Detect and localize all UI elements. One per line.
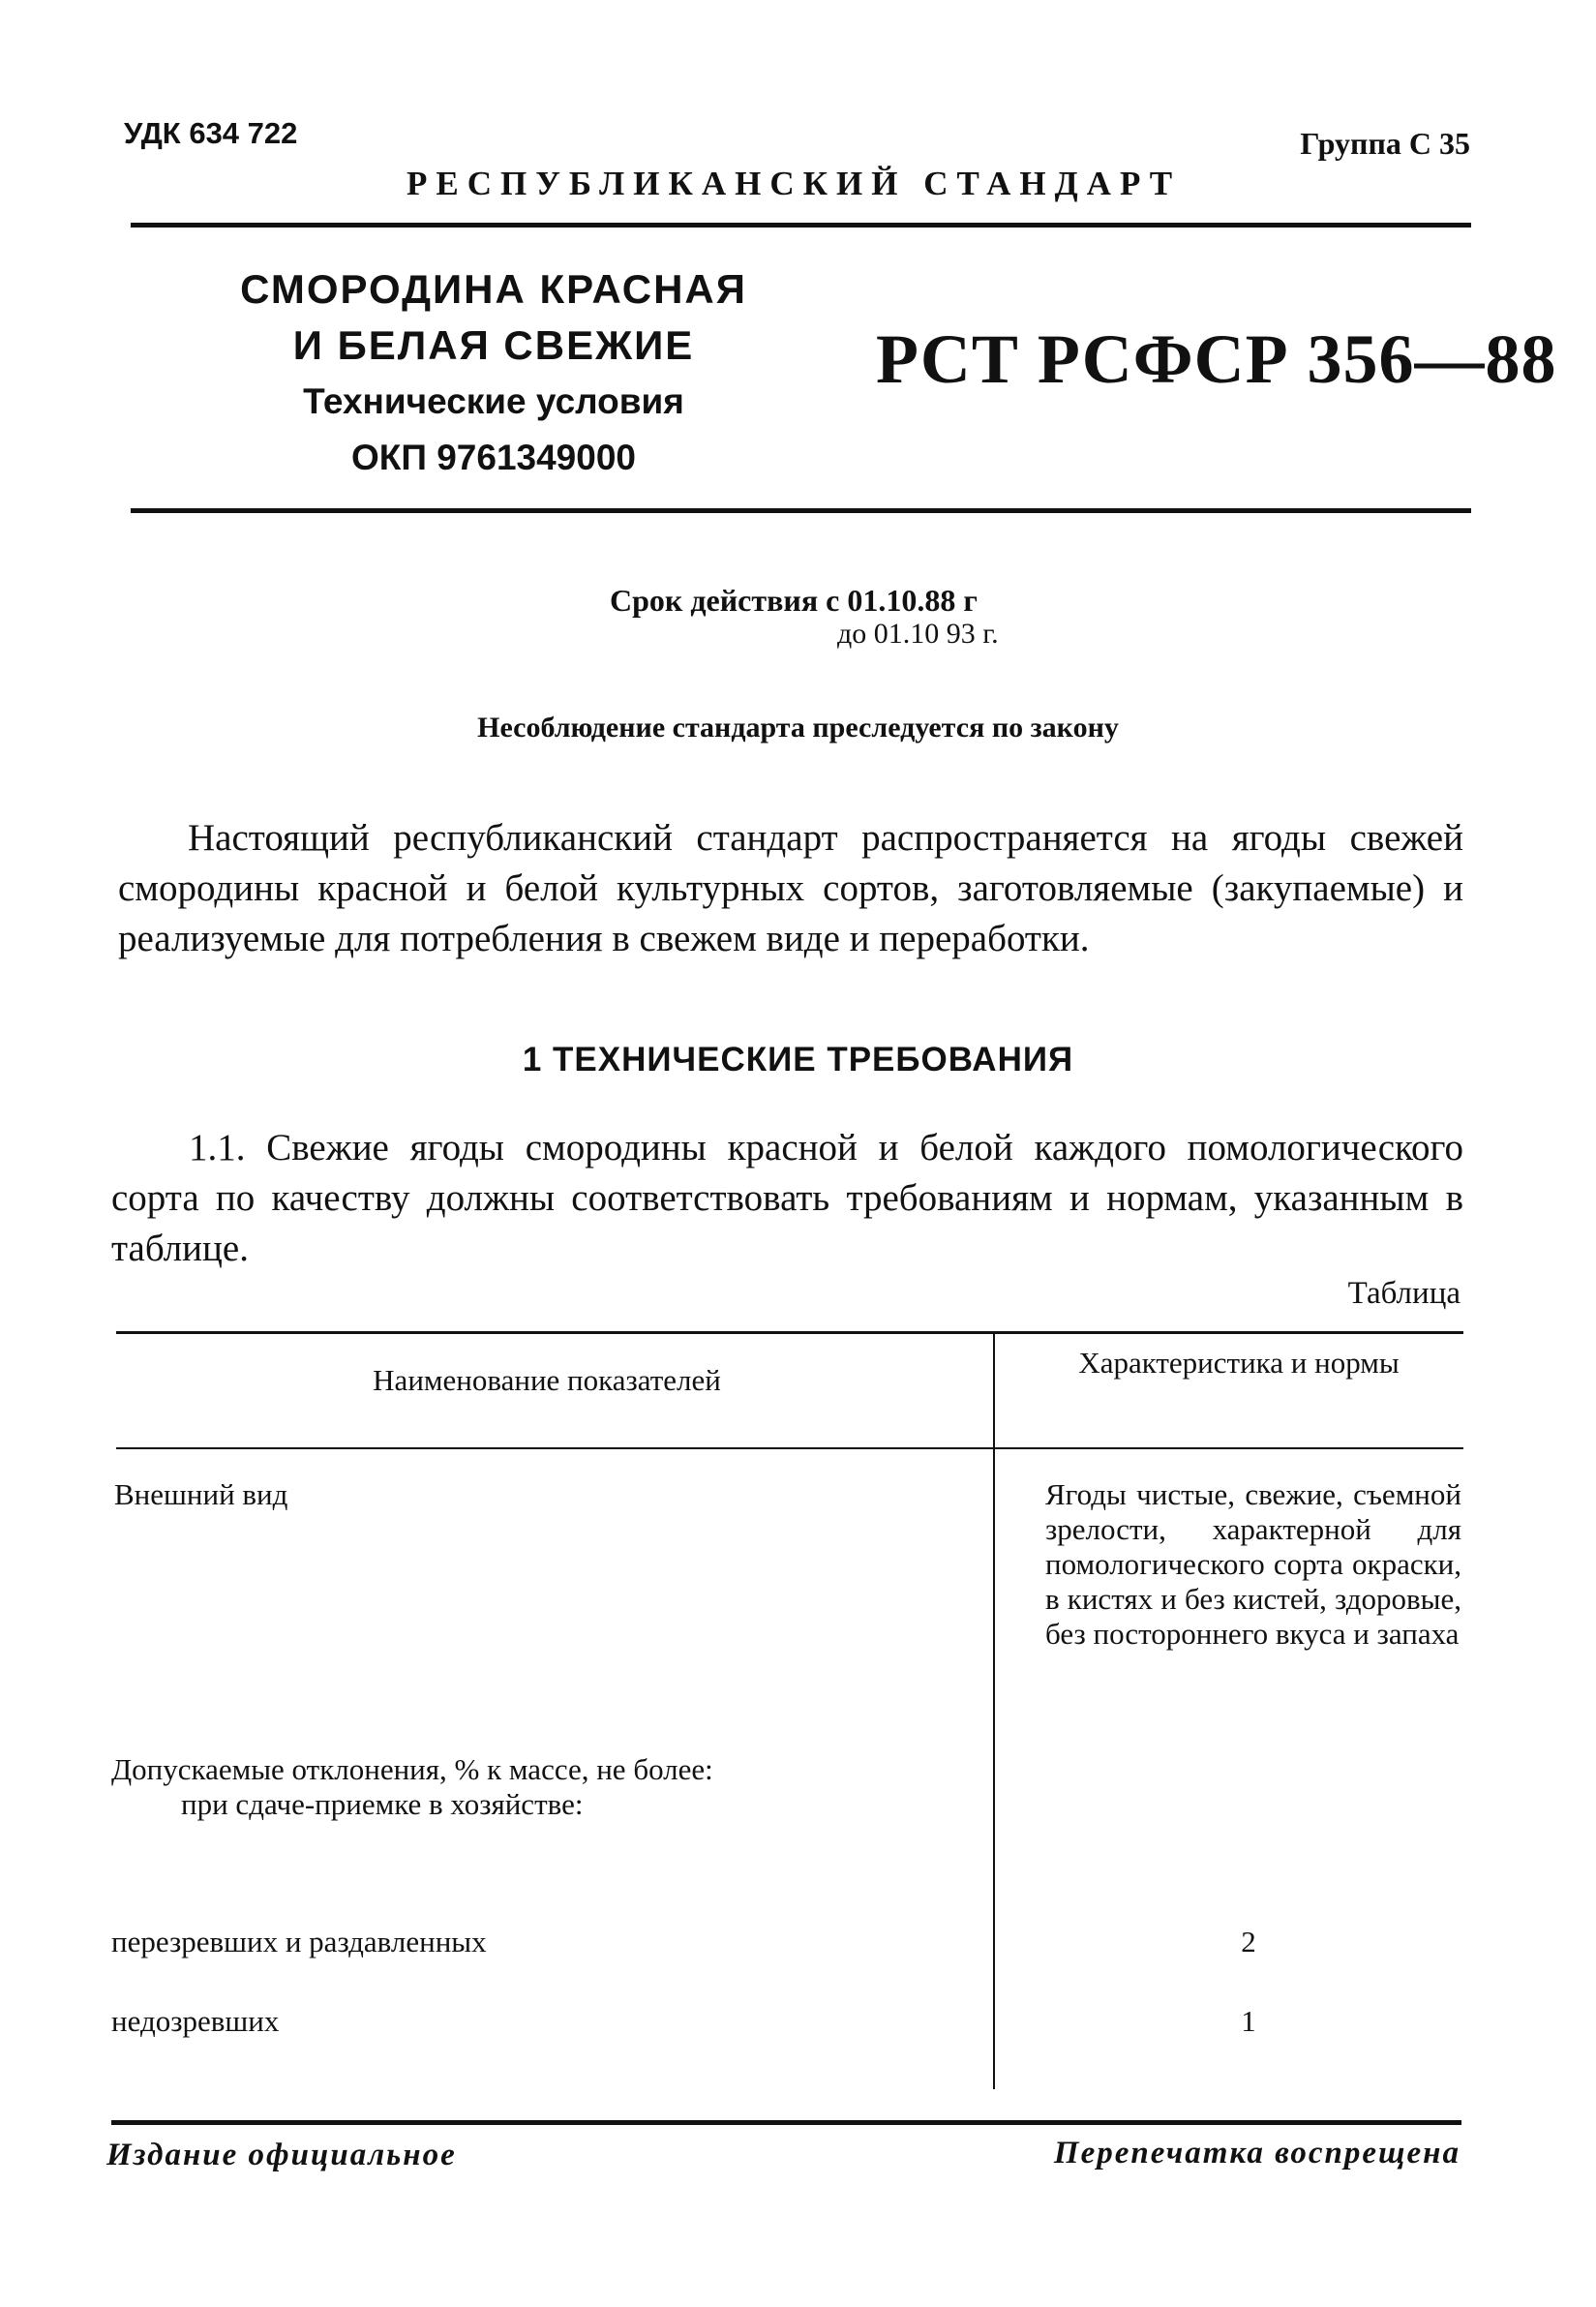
intro-text: Настоящий республиканский стандарт распространяется на ягоды свежей смородины красной и белой культурных сортов, заготовляемые (закупаемые) и реализуемые для потребления в свежем виде и переработки.: [118, 817, 1463, 959]
table-row-value: 2: [1241, 1925, 1256, 1958]
standard-code: РСТ РСФСР 356—88: [876, 320, 1557, 398]
top-rule: [131, 223, 1471, 228]
footer-rule: [111, 2120, 1461, 2125]
title-line-1: СМОРОДИНА КРАСНАЯ: [240, 266, 747, 312]
title-line-4: ОКП 9761349000: [350, 438, 636, 477]
table-column-divider: [993, 1334, 995, 2089]
footer-official-edition: Издание официальное: [106, 2138, 457, 2172]
validity-to: до 01.10 93 г.: [837, 618, 999, 650]
table-row-value: Ягоды чистые, свежие, съемной зрелости, характерной для помологического сорта окраски, в кистях и без кистей, здоровые, без постороннего вкуса и запаха: [1045, 1477, 1461, 1651]
standard-type: РЕСПУБЛИКАНСКИЙ СТАНДАРТ: [407, 165, 1182, 202]
udk-code: УДК 634 722: [124, 116, 298, 150]
table-label: Таблица: [1347, 1276, 1460, 1311]
table-row-value: 1: [1241, 2004, 1256, 2038]
validity-from: Срок действия с 01.10.88 г: [610, 583, 978, 618]
table-row-name-sub: при сдаче-приемке в хозяйстве:: [181, 1787, 584, 1821]
table-row-name: Внешний вид: [114, 1477, 288, 1511]
section-heading: 1 ТЕХНИЧЕСКИЕ ТРЕБОВАНИЯ: [522, 1041, 1074, 1078]
clause-paragraph: [111, 1123, 1463, 1274]
footer-reprint-notice: Перепечатка воспрещена: [1053, 2136, 1460, 2170]
table-row-name: недозревших: [111, 2004, 280, 2038]
clause-text: Свежие ягоды смородины красной и белой каждого помологического сорта по качеству должны соответствовать требованиям и нормам, указанным в таблице.: [111, 1127, 1463, 1269]
table-row-name: [111, 1752, 789, 1822]
table-header-value: Характеристика и нормы: [1078, 1346, 1400, 1380]
table-row-name: перезревших и раздавленных: [111, 1925, 487, 1958]
title-line-2: И БЕЛАЯ СВЕЖИЕ: [292, 322, 695, 368]
title-line-3: Технические условия: [303, 381, 684, 421]
title-block: [194, 261, 794, 486]
table-top-rule: [116, 1331, 1463, 1334]
validity-period: [610, 583, 999, 650]
clause-number: 1.1.: [189, 1127, 246, 1169]
intro-paragraph: [118, 813, 1463, 964]
table-row-name-main: Допускаемые отклонения, % к массе, не более:: [111, 1752, 713, 1786]
table-header-name: Наименование показателей: [373, 1363, 721, 1397]
legal-warning: Несоблюдение стандарта преследуется по закону: [477, 712, 1119, 744]
title-rule: [131, 508, 1471, 513]
group-code: Группа С 35: [1300, 126, 1470, 161]
table-header-rule: [116, 1447, 1463, 1449]
